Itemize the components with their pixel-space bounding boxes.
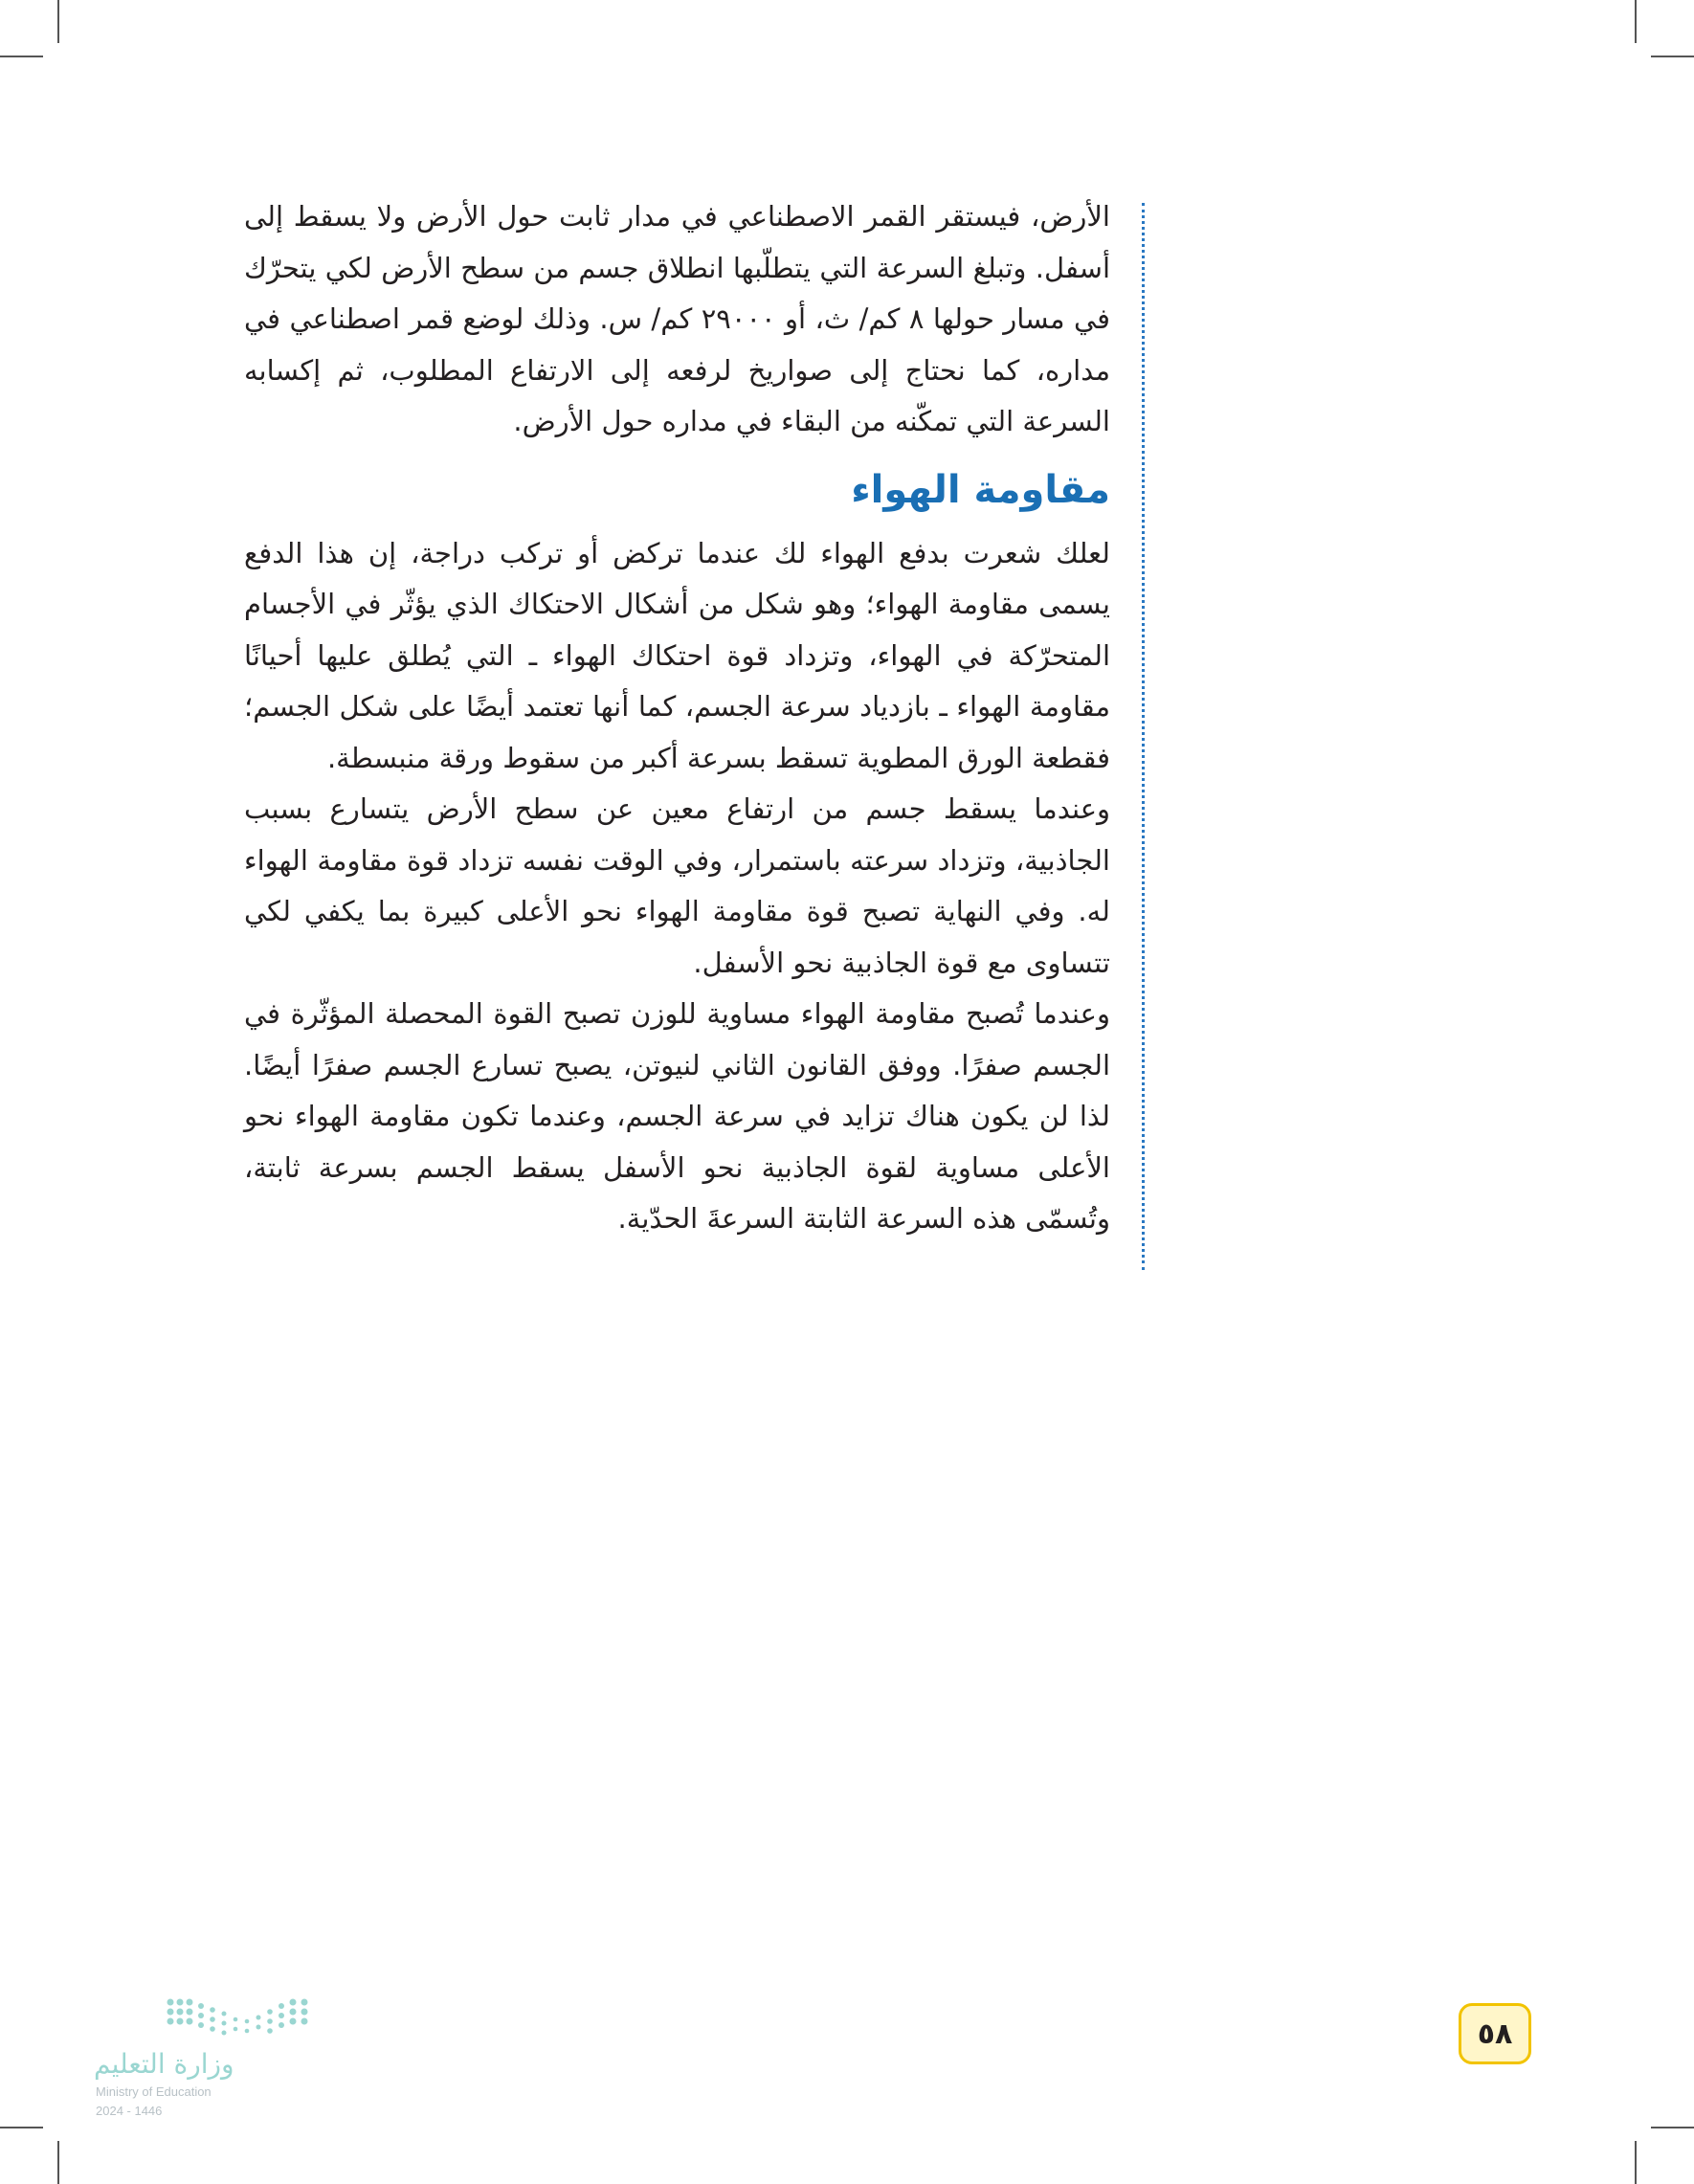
ministry-name-english: Ministry of Education xyxy=(96,2084,212,2099)
dotted-margin-rule xyxy=(1142,203,1145,1270)
ministry-logo xyxy=(86,1981,335,2134)
paragraph-falling-object: وعندما يسقط جسم من ارتفاع معين عن سطح الأرض يتسارع بسبب الجاذبية، وتزداد سرعته باستمرار، وفي الوقت نفسه تزداد قوة مقاومة الهواء له. وفي النهاية تصبح قوة مقاومة الهواء نحو الأعلى كبيرة بما يكفي لكي تتساوى مع قوة الجاذبية نحو الأسفل. xyxy=(244,792,1110,979)
crop-mark xyxy=(57,0,59,43)
crop-mark xyxy=(0,56,43,57)
paragraph-air-resistance-intro: لعلك شعرت بدفع الهواء لك عندما تركض أو تركب دراجة، إن هذا الدفع يسمى مقاومة الهواء؛ وهو شكل من أشكال الاحتكاك الذي يؤثّر في الأجسام المتحرّكة في الهواء، وتزداد قوة احتكاك الهواء ـ التي يُطلق عليها أحيانًا مقاومة الهواء ـ بازدياد سرعة الجسم، كما أنها تعتمد أيضًا على شكل الجسم؛ فقطعة الورق المطوية تسقط بسرعة أكبر من سقوط ورقة منبسطة. xyxy=(244,536,1110,774)
edition-year: 2024 - 1446 xyxy=(96,2104,163,2118)
crop-mark xyxy=(1651,56,1694,57)
paragraph-terminal-velocity: وعندما تُصبح مقاومة الهواء مساوية للوزن تصبح القوة المحصلة المؤثّرة في الجسم صفرًا. ووفق القانون الثاني لنيوتن، يصبح تسارع الجسم صفرًا أيضًا. لذا لن يكون هناك تزايد في سرعة الجسم، وعندما تكون مقاومة الهواء نحو الأعلى مساوية لقوة الجاذبية نحو الأسفل يسقط الجسم بسرعة ثابتة، وتُسمّى هذه السرعة الثابتة السرعةَ الحدّية. xyxy=(244,997,1110,1235)
paragraph-orbit: الأرض، فيستقر القمر الاصطناعي في مدار ثابت حول الأرض ولا يسقط إلى أسفل. وتبلغ السرعة التي يتطلّبها انطلاق جسم من سطح الأرض لكي يتحرّك في مسار حولها ٨ كم/ ث، أو ٢٩٠٠٠ كم/ س. وذلك لوضع قمر اصطناعي في مداره، كما نحتاج إلى صواريخ لرفعه إلى الارتفاع المطلوب، ثم إكسابه السرعة التي تمكّنه من البقاء في مداره حول الأرض. xyxy=(244,200,1110,437)
section-heading-air-resistance: مقاومة الهواء xyxy=(851,467,1110,512)
ministry-name-arabic: وزارة التعليم xyxy=(94,2048,234,2080)
crop-mark xyxy=(57,2141,59,2184)
ministry-dots-icon xyxy=(163,1993,316,2050)
main-text-column xyxy=(244,191,1110,1245)
crop-mark xyxy=(1651,2127,1694,2128)
page-number-badge: ٥٨ xyxy=(1459,2003,1531,2064)
crop-mark xyxy=(1635,0,1637,43)
crop-mark xyxy=(0,2127,43,2128)
crop-mark xyxy=(1635,2141,1637,2184)
